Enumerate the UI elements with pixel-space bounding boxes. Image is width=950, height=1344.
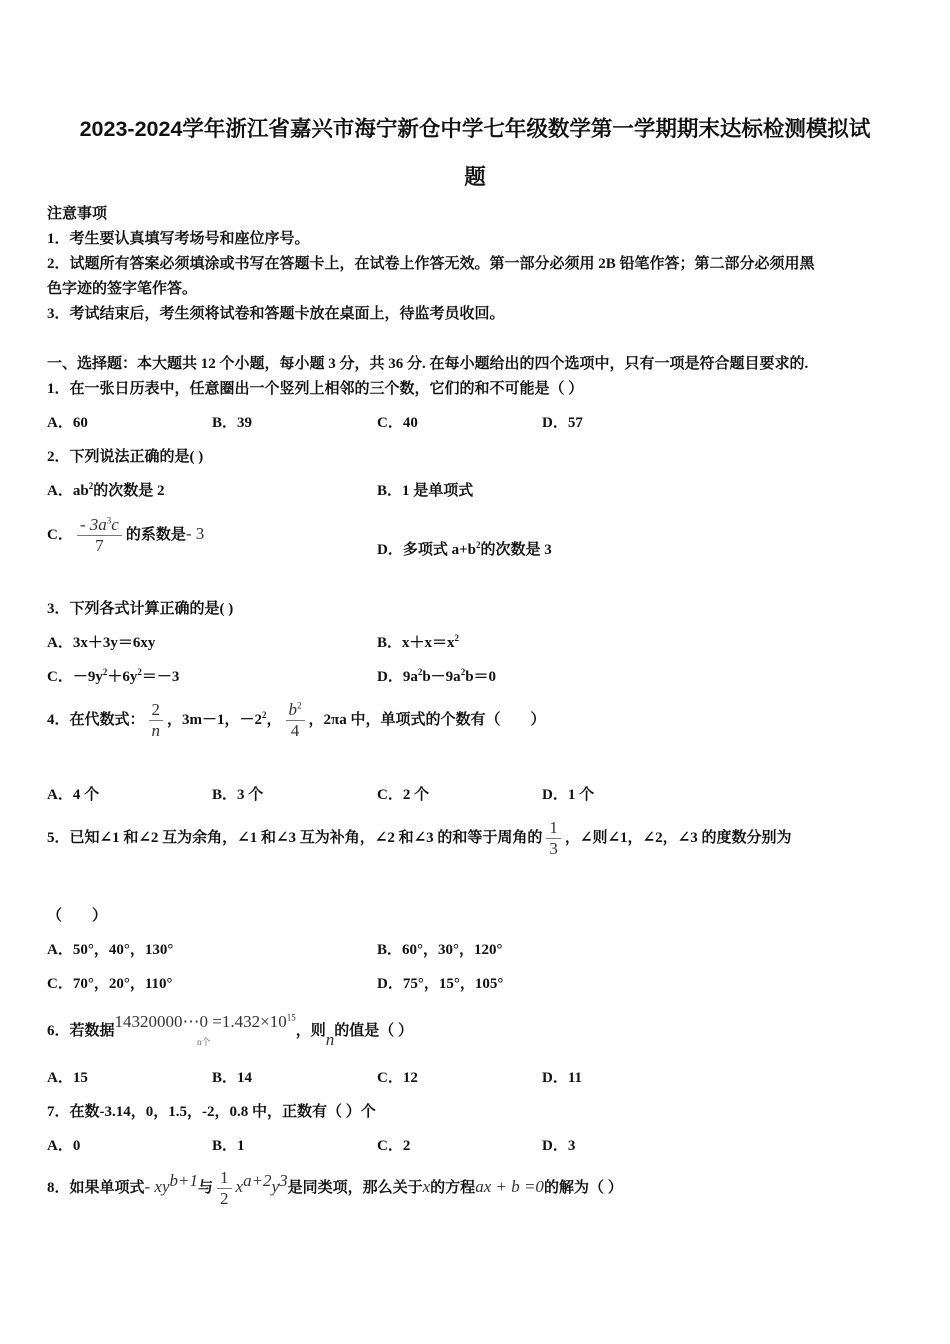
q5-paren: （ ）: [47, 908, 108, 924]
q5-option: D．75°，15°，105°: [377, 976, 504, 992]
notice-heading: 注意事项: [47, 206, 108, 222]
q1-option: D．57: [542, 415, 583, 431]
text: n: [151, 721, 161, 740]
q7-option: D．3: [542, 1138, 576, 1154]
text: 2: [460, 667, 466, 677]
text: 的解为（ ）: [543, 1179, 623, 1196]
q5-stem: [47, 818, 791, 859]
text: 15: [286, 1012, 296, 1023]
text: 6．若数据: [47, 1023, 115, 1039]
q1-option: B．39: [212, 415, 253, 431]
text: 的方程: [430, 1179, 476, 1196]
fraction: [286, 700, 305, 741]
text: 的值是（ ）: [334, 1023, 413, 1039]
q5-option: C．70°，20°，110°: [47, 976, 173, 992]
q8-stem: [47, 1168, 623, 1209]
text: 2: [88, 481, 94, 491]
q2-option-d: [377, 538, 552, 559]
text: C．－9y: [47, 669, 103, 685]
text: b＝0: [465, 669, 497, 685]
text: 2: [454, 633, 460, 643]
q1-stem: 1．在一张日历表中，任意圈出一个竖列上相邻的三个数，它们的和不可能是（ ）: [47, 381, 584, 397]
text: 3: [279, 1170, 288, 1190]
text: - 3a: [79, 515, 107, 534]
page-title-cont: 题: [464, 165, 486, 189]
q4-option: D．1 个: [542, 787, 595, 803]
q6-option: C．12: [377, 1070, 418, 1086]
q2-stem: 2．下列说法正确的是( ): [47, 449, 204, 465]
text: 2: [220, 1189, 229, 1208]
q6-option: B．14: [212, 1070, 253, 1086]
q7-option: C．2: [377, 1138, 411, 1154]
q3-option-a: A．3x＋3y＝6xy: [47, 635, 156, 651]
text: ，∠则∠1，∠2，∠3 的度数分别为: [564, 829, 792, 846]
text: 1: [546, 818, 561, 839]
q3-option-d: [377, 665, 496, 686]
text: 与: [198, 1179, 214, 1196]
text: 1: [217, 1168, 232, 1189]
notice-item: 1．考生要认真填写考场号和座位序号。: [47, 231, 310, 247]
text: 2: [149, 700, 164, 721]
text: 的次数是 3: [480, 542, 552, 558]
text: 的系数是: [125, 526, 186, 543]
text: - xy: [144, 1176, 170, 1196]
text: 2: [137, 667, 142, 677]
fraction: [149, 700, 164, 741]
q4-option: A．4 个: [47, 787, 100, 803]
text: b: [288, 700, 298, 719]
text: y: [271, 1176, 280, 1196]
q5-option: A．50°，40°，130°: [47, 942, 174, 958]
text: 4．在代数式：: [47, 711, 145, 728]
q5-option: B．60°，30°，120°: [377, 942, 503, 958]
text: 2: [297, 700, 302, 711]
notice-item: 色字迹的签字笔作答。: [47, 281, 198, 297]
q4-option: C．2 个: [377, 787, 430, 803]
text: C．: [47, 526, 73, 543]
text: 2: [102, 667, 108, 677]
text: 2: [475, 540, 481, 550]
q2-option-b: B．1 是单项式: [377, 483, 474, 499]
fraction: [546, 818, 561, 859]
text: D．多项式 a+b: [377, 542, 476, 558]
q4-option: B．3 个: [212, 787, 264, 803]
text: 2: [262, 709, 267, 720]
text: ax + b =0: [475, 1176, 544, 1196]
text: - 3: [185, 523, 205, 543]
text: 4: [290, 721, 300, 740]
q7-option: B．1: [212, 1138, 245, 1154]
text: A．ab: [47, 483, 89, 499]
text: c: [111, 515, 119, 534]
q6-underbrace-label: n个: [197, 1037, 211, 1047]
q3-stem: 3．下列各式计算正确的是( ): [47, 601, 234, 617]
text: ，: [266, 711, 282, 728]
q2-option-c: [47, 515, 204, 556]
text: b－9a: [422, 669, 461, 685]
fraction: [77, 515, 122, 556]
text: 的次数是 2: [93, 483, 165, 499]
q3-option-b: [377, 631, 459, 652]
text: ，2πa 中，单项式的个数有（ ）: [308, 711, 546, 728]
section-heading: 一、选择题：本大题共 12 个小题，每小题 3 分，共 36 分. 在每小题给出的四个选项中，只有一项是符合题目要求的.: [47, 356, 809, 372]
text: D．9a: [377, 669, 418, 685]
text: 5．已知∠1 和∠2 互为余角，∠1 和∠3 互为补角，∠2 和∠3 的和等于周角的: [47, 829, 543, 846]
text: 3: [549, 839, 558, 858]
q6-option: A．15: [47, 1070, 88, 1086]
q4-stem: [47, 700, 546, 741]
text: B．x＋x＝x: [377, 635, 455, 651]
text: x: [235, 1176, 244, 1196]
text: 7: [95, 536, 104, 555]
text: ＋6y: [107, 669, 138, 685]
text: 3: [106, 515, 112, 526]
text: ，则: [295, 1023, 326, 1039]
fraction: [217, 1168, 232, 1209]
q7-stem: 7．在数-3.14，0，1.5，-2，0.8 中，正数有（ ）个: [47, 1104, 376, 1120]
q2-option-a: [47, 479, 164, 500]
math-expression: [115, 1012, 296, 1031]
text: x: [422, 1176, 431, 1196]
q1-option: C．40: [377, 415, 418, 431]
notice-item: 2．试题所有答案必须填涂或书写在答题卡上，在试卷上作答无效。第一部分必须用 2B 铅笔作答；第二部分必须用黑: [47, 256, 815, 272]
text: 14320000⋯0 =1.432×10: [114, 1012, 287, 1031]
text: a+2: [243, 1170, 272, 1190]
page-title: 2023-2024学年浙江省嘉兴市海宁新仓中学七年级数学第一学期期末达标检测模拟试: [79, 117, 871, 141]
q7-option: A．0: [47, 1138, 81, 1154]
notice-item: 3．考试结束后，考生须将试卷和答题卡放在桌面上，待监考员收回。: [47, 306, 505, 322]
q6-option: D．11: [542, 1070, 583, 1086]
q3-option-c: [47, 665, 179, 686]
text: n: [325, 1030, 335, 1049]
text: 8．如果单项式: [47, 1179, 145, 1196]
text: 是同类项，那么关于: [287, 1179, 423, 1196]
text: 2: [417, 667, 423, 677]
text: ＝－3: [141, 669, 180, 685]
q1-option: A．60: [47, 415, 88, 431]
text: ，3m－1，－2: [167, 711, 263, 728]
text: b+1: [169, 1170, 199, 1190]
